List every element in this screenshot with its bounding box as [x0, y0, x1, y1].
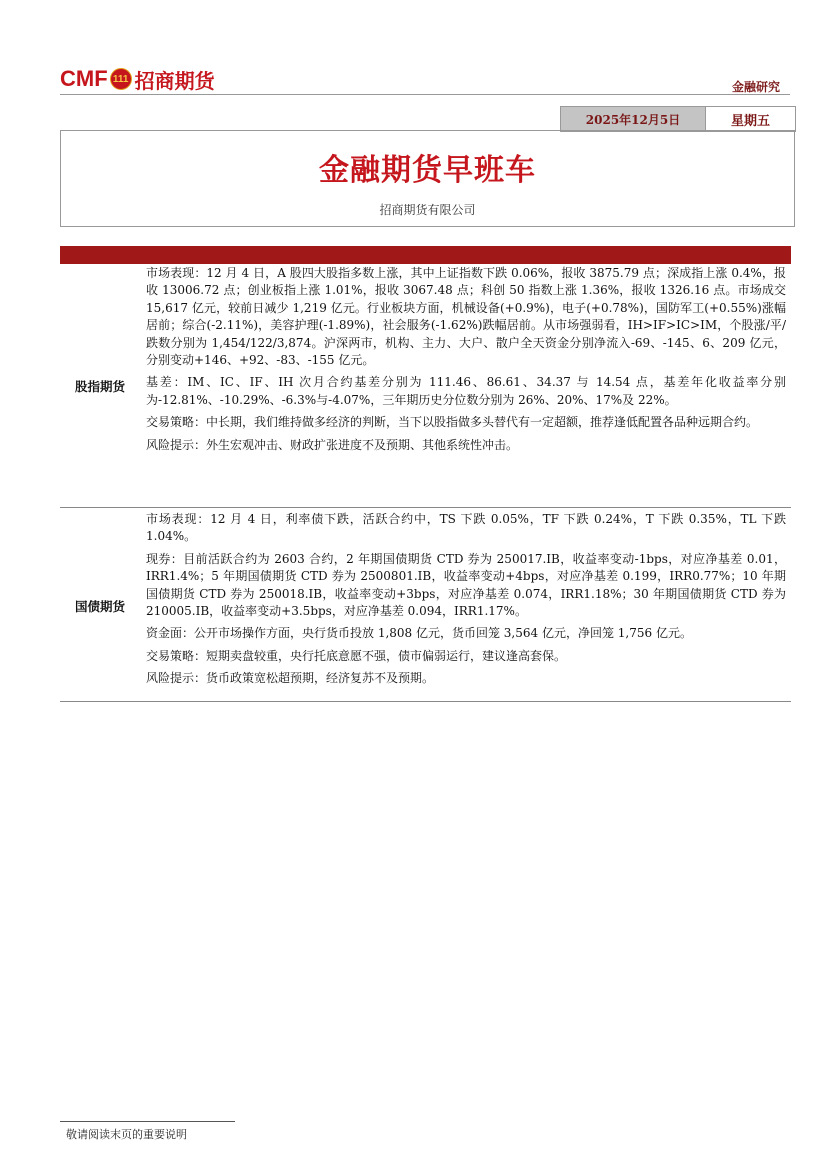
- treasury-body: [146, 511, 786, 693]
- section-label-treasury: 国债期货: [74, 599, 125, 614]
- section-header-bar: [60, 246, 791, 264]
- risk-paragraph: 风险提示：外生宏观冲击、财政扩张进度不及预期、其他系统性冲击。: [146, 437, 519, 452]
- title-block: [60, 130, 795, 227]
- basis-paragraph: 基差：IM、IC、IF、IH 次月合约基差分别为 111.46、86.61、34.37 与 14.54 点，基差年化收益率分别为-12.81%、-10.29%、-6.3%与-4.07%，三年期历史分位数分别为 26%、20%、17%及 22%。: [146, 375, 786, 407]
- strategy-paragraph: 交易策略：中长期，我们维持做多经济的判断，当下以股指做多头替代有一定超额，推荐逢低配置各品种远期合约。: [146, 415, 759, 430]
- report-weekday: 星期五: [730, 113, 770, 129]
- stock-index-section: [60, 265, 791, 507]
- section-label-stock-index: 股指期货: [74, 379, 125, 394]
- spot-bonds-paragraph: 现券：目前活跃合约为 2603 合约，2 年期国债期货 CTD 券为 250017.IB，收益率变动-1bps，对应净基差 0.01，IRR1.4%；5 年期国债期货 CTD 券为 2500801.IB，收益率变动+4bps，对应净基差 0.199，IRR0.77%；10 年期国债期货 CTD 券为 250018.IB，收益率变动+3bps，对应净基差 0.074，IRR1.18%；30 年期国债期货 CTD 券为 210005.IB，收益率变动+3.5bps，对应净基差 0.094，IRR1.17%。: [146, 551, 786, 619]
- section-divider: [60, 701, 791, 702]
- report-title: 金融期货早班车: [319, 153, 536, 188]
- footer-note: 敬请阅读末页的重要说明: [66, 1128, 187, 1141]
- market-performance-paragraph: 市场表现：12 月 4 日，利率债下跌，活跃合约中，TS 下跌 0.05%，TF 下跌 0.24%，T 下跌 0.35%，TL 下跌 1.04%。: [146, 512, 786, 544]
- risk-paragraph: 风险提示：货币政策宽松超预期，经济复苏不及预期。: [146, 671, 435, 686]
- stock-index-body: [146, 265, 786, 459]
- date-bar: [560, 106, 796, 132]
- liquidity-paragraph: 资金面：公开市场操作方面，央行货币投放 1,808 亿元，货币回笼 3,564 亿元，净回笼 1,756 亿元。: [146, 626, 692, 641]
- footer-divider: [60, 1121, 235, 1122]
- logo-cmf-text: CMF: [60, 66, 108, 91]
- logo-badge-icon: 111: [110, 68, 132, 90]
- market-performance-paragraph: 市场表现：12 月 4 日，A 股四大股指多数上涨，其中上证指数下跌 0.06%，报收 3875.79 点；深成指上涨 0.4%，报收 13006.72 点；创业板指上涨 1.01%，报收 3067.48 点；科创 50 指数上涨 1.36%，报收 1326.16 点。市场成交 15,617 亿元，较前日减少 1,219 亿元。行业板块方面，机械设备(+0.9%)，电子(+0.78%)，国防军工(+0.55%)涨幅居前；综合(-2.11%)，美容护理(-1.89%)，社会服务(-1.62%)跌幅居前。从市场强弱看，IH>IF>IC>IM，个股涨/平/跌数分别为 1,454/122/3,874。沪深两市，机构、主力、大户、散户全天资金分别净流入-69、-145、6、209 亿元，分别变动+146、+92、-83、-155 亿元。: [146, 266, 786, 368]
- treasury-section: [60, 511, 791, 701]
- company-name: 招商期货有限公司: [379, 203, 476, 217]
- header-divider: [60, 94, 790, 95]
- strategy-paragraph: 交易策略：短期卖盘较重，央行托底意愿不强，债市偏弱运行，建议逢高套保。: [146, 648, 567, 663]
- report-date: 2025年12月5日: [561, 107, 706, 131]
- report-category: 金融研究: [731, 80, 780, 94]
- section-divider: [60, 507, 791, 508]
- company-logo: [60, 64, 215, 94]
- logo-chinese-text: 招商期货: [134, 68, 215, 93]
